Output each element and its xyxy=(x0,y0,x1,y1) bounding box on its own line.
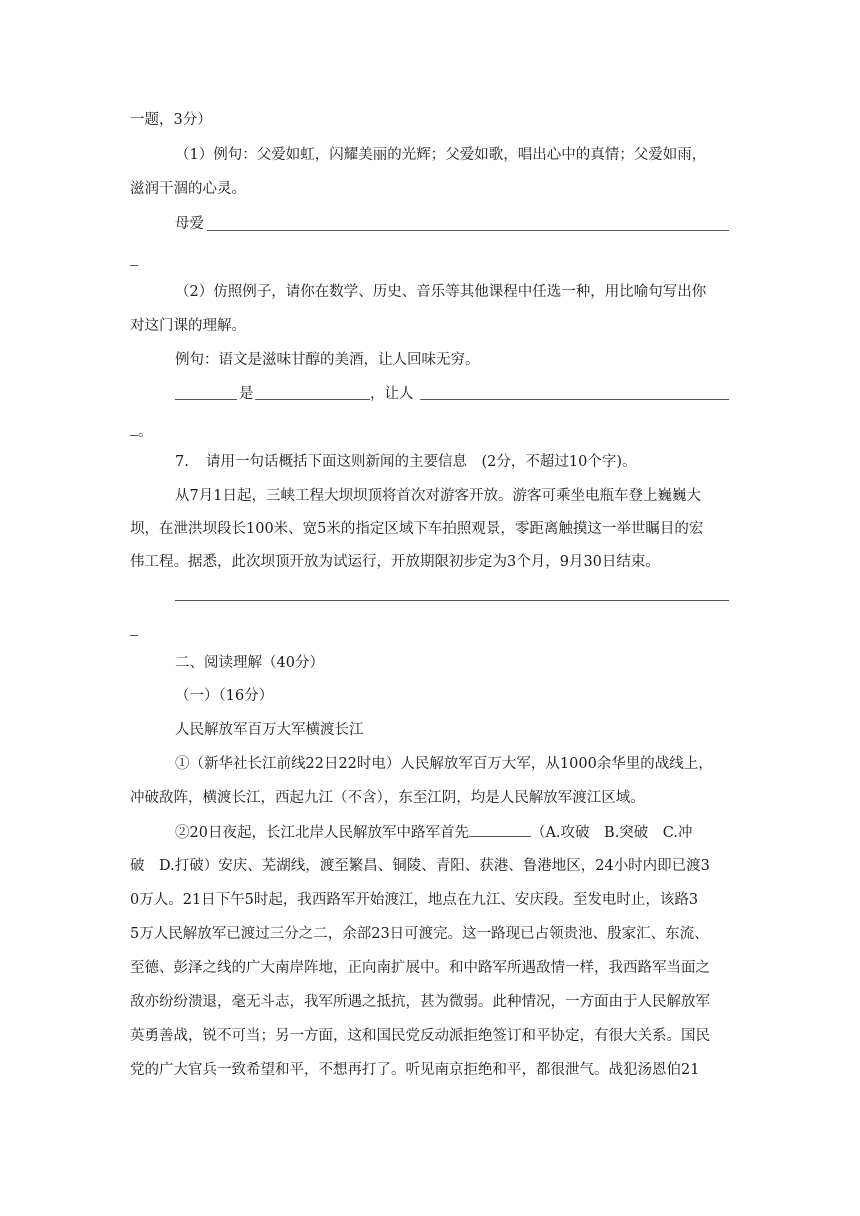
q6-part1-line1: （1）例句：父爱如虹，闪耀美丽的光辉；父爱如歌，唱出心中的真情；父爱如雨， xyxy=(175,147,707,163)
article-para1-line2: 冲破敌阵，横渡长江，西起九江（不含），东至江阴，均是人民解放军渡江区域。 xyxy=(130,790,645,806)
q6-part2-line2: 对这门课的理解。 xyxy=(130,318,246,334)
article-para2-line2: 破 D.打破）安庆、芜湖线，渡至繁昌、铜陵、青阳、获港、鲁港地区，24小时内即已渡3 xyxy=(130,858,710,874)
article-para2-line3: 0万人。21日下午5时起，我西路军开始渡江，地点在九江、安庆段。至发电时止，该路3 xyxy=(130,892,699,908)
q6-part1-answer-label: 母爱 xyxy=(175,216,204,232)
article-para2-blank[interactable] xyxy=(469,822,531,837)
section2-heading: 二、阅读理解（40分） xyxy=(175,655,324,671)
article-para2-options: （A.攻破 B.突破 C.冲 xyxy=(530,825,693,841)
article-para2-line4: 5万人民解放军已渡过三分之二，余部23日可渡完。这一路现已占领贵池、殷家汇、东流、 xyxy=(130,926,709,942)
q6-part1-answer-blank-tail xyxy=(130,254,138,270)
article-para2-line8: 党的广大官兵一致希望和平，不想再打了。听见南京拒绝和平，都很泄气。战犯汤恩伯21 xyxy=(130,1062,700,1078)
q6-part2-template-let: ，让人 xyxy=(370,386,414,402)
article-title: 人民解放军百万大军横渡长江 xyxy=(175,722,364,738)
q6-part2-line1: （2）仿照例子，请你在数学、历史、音乐等其他课程中任选一种，用比喻句写出你 xyxy=(175,284,707,300)
q7-news-line2: 坝，在泄洪坝段长100米、宽5米的指定区域下车拍照观景，零距离触摸这一举世瞩目的宏 xyxy=(130,521,704,537)
q6-part2-end-mark: 。 xyxy=(138,424,153,440)
q7-news-line3: 伟工程。据悉，此次坝顶开放为试运行，开放期限初步定为3个月，9月30日结束。 xyxy=(130,554,660,570)
article-para2-line1 xyxy=(175,822,692,843)
q7-question: 请用一句话概括下面这则新闻的主要信息 (2分，不超过10个字)。 xyxy=(206,454,637,470)
article-para2-start: ②20日夜起，长江北岸人民解放军中路军首先 xyxy=(175,825,469,841)
q6-part2-blank-subject[interactable] xyxy=(175,399,237,400)
q6-part2-example: 例句：语文是滋味甘醇的美酒，让人回味无穷。 xyxy=(175,352,480,368)
q7-answer-blank[interactable] xyxy=(175,600,729,601)
q6-part2-blank-metaphor[interactable] xyxy=(255,399,370,400)
q6-part1-line2: 滋润干涸的心灵。 xyxy=(130,181,246,197)
q6-part1-answer-blank[interactable] xyxy=(207,230,729,231)
q6-intro-end: 一题，3分） xyxy=(130,112,212,128)
q6-part2-blank-tail xyxy=(130,420,153,441)
article-para2-line6: 敌亦纷纷溃退，毫无斗志，我军所遇之抵抗，甚为微弱。此种情况，一方面由于人民解放军 xyxy=(130,994,710,1010)
article-para2-line5: 至德、彭泽之线的广大南岸阵地，正向南扩展中。和中路军所遇敌情一样，我西路军当面之 xyxy=(130,960,710,976)
article-para1-line1: ①（新华社长江前线22日22时电）人民解放军百万大军，从1000余华里的战线上， xyxy=(175,756,713,772)
q6-part2-template-is: 是 xyxy=(239,386,254,402)
article-para2-line7: 英勇善战，锐不可当；另一方面，这和国民党反动派拒绝签订和平协定，有很大关系。国民 xyxy=(130,1028,710,1044)
section2-sub-heading: （一）（16分） xyxy=(175,688,274,704)
q7-news-line1: 从7月1日起，三峡工程大坝坝顶将首次对游客开放。游客可乘坐电瓶车登上巍巍大 xyxy=(175,488,701,504)
q6-part2-blank-effect[interactable] xyxy=(420,399,729,400)
q7-answer-blank-tail xyxy=(130,624,138,640)
q7-number: 7. xyxy=(175,454,189,470)
